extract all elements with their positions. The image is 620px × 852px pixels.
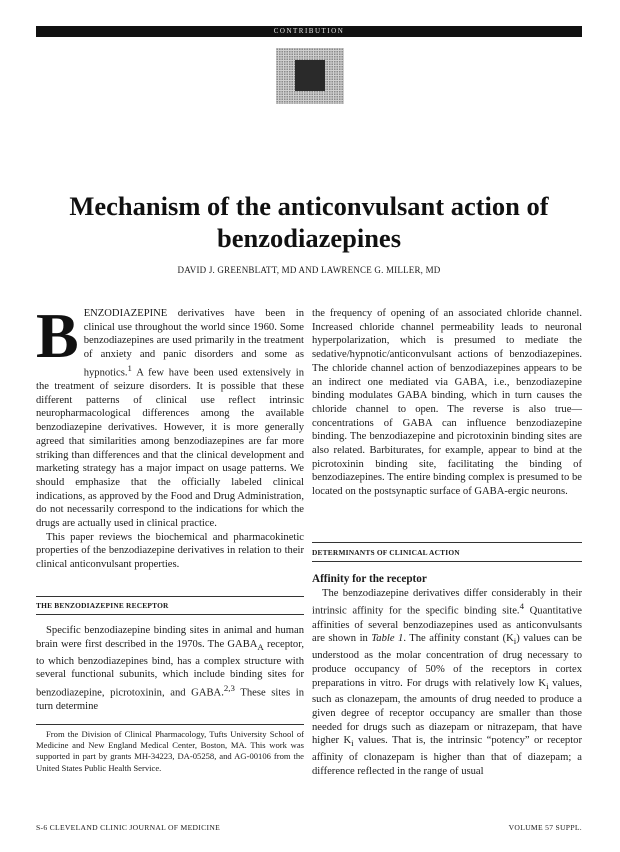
affinity-subheading: Affinity for the receptor: [312, 573, 427, 585]
footer-journal: S-6 CLEVELAND CLINIC JOURNAL OF MEDICINE: [36, 823, 221, 832]
review-paragraph: This paper reviews the biochemical and pharmacokinetic properties of the benzodiazepine derivatives in relation to their clinical anticonvulsant properties.: [36, 531, 304, 571]
section2-rule-top: [312, 542, 582, 543]
affiliation-footnote: From the Division of Clinical Pharmacology, Tufts University School of Medicine and New England Medical Center, Boston, MA. This work was supported in part by grants MH-34223, DA-05258, and AG-00106 from the United States Public Health Service.: [36, 729, 304, 773]
section-rule-bottom: [36, 614, 304, 615]
section-heading-determinants: DETERMINANTS OF CLINICAL ACTION: [312, 548, 460, 557]
logo-square: [295, 60, 325, 91]
right-column-top: [312, 307, 582, 499]
right-column-affinity: [312, 573, 582, 779]
receptor-paragraph: Specific benzodiazepine binding sites in animal and human brain were first described in the 1970s. The $GABA_A$ receptor, to which benzodiazepines bind, has a complex structure with several functional subunits, which include binding sites for benzodiazepine, picrotoxinin, and GABA.$^{2,3}$ These sites in turn determine: [36, 625, 305, 713]
affinity-paragraph: The benzodiazepine derivatives differ considerably in their intrinsic affinity for the specific binding site.$^4$ Quantitative affinities of several benzodiazepines used as anticonvulsants are shown in Table 1. The affinity constant $(K_i)$ values can be understood as the molar concentration of drug necessary to produce occupancy of 50% of the receptors in cortex preparations in vitro. For drugs with relatively low $K_i$ values, such as clonazepam, the amounts of drug needed to produce a given degree of receptor occupancy are smaller than those needed for drugs such as diazepam or nitrazepam, that have higher $K_i$ values. That is, the intrinsic “potency” or receptor affinity of clonazepam is higher than that of diazepam; a difference reflected in the range of usual: [312, 587, 583, 777]
journal-logo: [276, 48, 344, 104]
reference-1: 1: [127, 362, 132, 373]
footer-volume: VOLUME 57 SUPPL.: [508, 823, 582, 832]
intro-paragraph: [36, 300, 304, 531]
article-title: Mechanism of the anticonvulsant action of benzodiazepines: [69, 191, 549, 253]
header-banner: CONTRIBUTION: [36, 26, 582, 37]
intro-text-cont: A few have been used extensively in the treatment of seizure disorders. It is possible that these different patterns of clinical use reflect intrinsic neuropharmacological differences among the available benzodiazepine derivatives. However, it is more generally agreed that similarities among benzodiazepines are far more striking than differences and that the clinical development and marketing strategy has a major impact on usage patterns. We should emphasize that the officially labeled clinical indications, as approved by the Food and Drug Administration, do not necessarily correspond to the indications for which the drugs are actually used in clinical practice.: [36, 367, 304, 530]
footnote-rule: [36, 724, 304, 725]
intro-text: ENZODIAZEPINE derivatives have been in clinical use throughout the world since 1960. Some benzodiazepines are used primarily in the treatment of anxiety and panic disorders and some as hypnotics.: [83, 308, 304, 379]
section2-rule-bottom: [312, 561, 582, 562]
table-reference: Table 1: [371, 633, 404, 645]
section-heading-receptor: THE BENZODIAZEPINE RECEPTOR: [36, 601, 169, 610]
left-column-receptor: [36, 624, 304, 714]
section-rule-top: [36, 596, 304, 597]
left-column: [36, 300, 304, 572]
drop-cap: B: [36, 300, 79, 371]
article-authors: DAVID J. GREENBLATT, MD AND LAWRENCE G. MILLER, MD: [177, 265, 441, 275]
chloride-paragraph: the frequency of opening of an associated chloride channel. Increased chloride channel permeability leads to neuronal hyperpolarization, which is presumed to mediate the sedative/hypnotic/anticonvulsant actions of benzodiazepines. The chloride channel action of benzodiazepines appears to be an indirect one mediated via GABA, i.e., benzodiazepine binding modulates GABA binding, which in turn causes the chloride channel to open. The reverse is also true—concentrations of GABA can influence benzodiazepine binding. The benzodiazepine and picrotoxinin binding sites are also related. Barbiturates, for example, appear to bind at the picrotoxinin binding site, facilitating the binding of benzodiazepines. The entire binding complex is presumed to be located on the postsynaptic surface of GABA-ergic neurons.: [312, 308, 582, 498]
